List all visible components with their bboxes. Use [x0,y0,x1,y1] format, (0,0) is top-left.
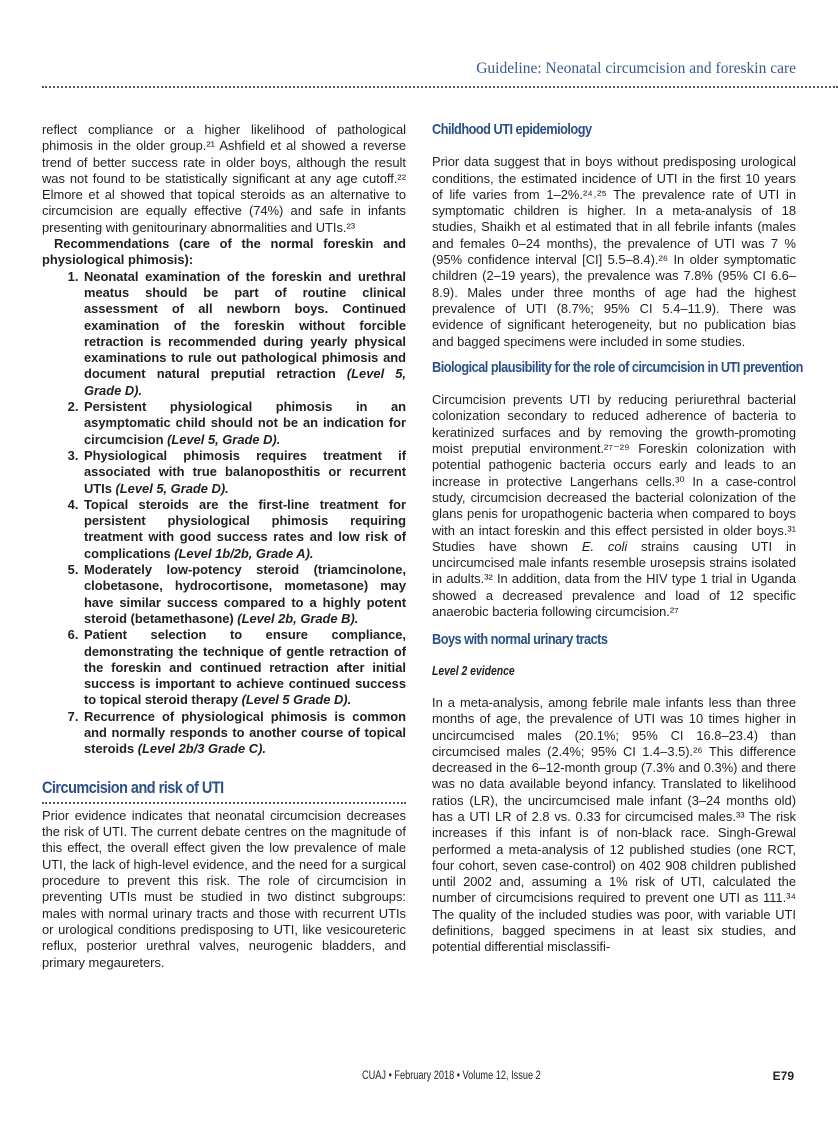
text: strains causing UTI in uncircumcised male infants resemble urosepsis strains isolated in adults.³² In addition, data from the HIV type 1 trial in Uganda showed a decreased prevalence and load of 12 specific anaerobic bacteria following circumcision.²⁷ [432,538,796,620]
list-item [82,627,406,708]
list-item [82,709,406,758]
list-item [82,269,406,399]
recommendation-text: Neonatal examination of the foreskin and urethral meatus should be part of routine clinical assessment of all newborn boys. Continued examination of the foreskin without forcible retraction is recommended during yearly physical examinations to rule out pathological phimosis and document natural preputial retraction [84,268,406,382]
footer-citation: CUAJ • February 2018 • Volume 12, Issue 2 [362,1070,541,1082]
running-header: Guideline: Neonatal circumcision and foreskin care [476,60,796,77]
right-column [432,121,803,956]
evidence-level: (Level 2b, Grade B). [237,610,359,626]
paragraph: In a meta-analysis, among febrile male infants less than three months of age, the prevalence of UTI was 10 times higher in uncircumcised males (20.1%; 95% CI 16.8–23.4) than circumcised males (2.4%; 95% CI 1.4–3.5).²⁶ This difference decreased in the 6–12-month group (7.3% and 0.3%) and there was no data available beyond infancy. Translated to likelihood ratios (LR), the uncircumcised male infant (3–24 months old) has a UTI LR of 2.8 vs. 0.33 for circumcised males.³³ The risk increases if this infant is of non-black race. Singh-Grewal performed a meta-analysis of 12 published studies (one RCT, four cohort, seven case-control) on 402 908 children published until 2002 and, assuming a 1% risk of UTI, calculated the number of circumcisions required to prevent one UTI as 111.³⁴ The quality of the included studies was poor, with variable UTI definitions, bagged specimens in at least six studies, and potential differential misclassifi- [432,694,796,955]
page-number: E79 [772,1069,794,1083]
section-heading: Biological plausibility for the role of circumcision in UTI prevention [432,358,803,376]
paragraph [432,392,796,620]
section-heading: Circumcision and risk of UTI [42,777,224,797]
header-divider [42,86,838,88]
recommendation-text: Recurrence of physiological phimosis is common and normally responds to another course of topical steroids [84,708,406,757]
section-heading: Childhood UTI epidemiology [432,121,592,138]
recommendation-text: Patient selection to ensure compliance, demonstrating the technique of gentle retraction of the foreskin and continued retraction after initial success is important to achieve continued success to topical steroid therapy [84,627,406,708]
recommendation-text: Moderately low-potency steroid (triamcinolone, clobetasone, hydrocortisone, mometasone) may have similar success compared to a highly potent steroid (betamethasone) [84,562,406,626]
intro-paragraph: reflect compliance or a higher likelihood of pathological phimosis in the older group.²¹ Ashfield et al showed a reverse trend of better success rate in older boys, although the result was not found to be statistically significant at any age cutoff.²² Elmore et al showed that topical steroids as an alternative to circumcision are equally effective (74%) and safe in infants presenting with genitourinary abnormalities and UTIs.²³ [42,122,406,235]
evidence-level: (Level 5, Grade D). [115,480,229,496]
evidence-level: (Level 1b/2b, Grade A). [174,545,314,561]
recommendation-text: Persistent physiological phimosis in an asymptomatic child should not be an indication for circumcision [84,399,406,447]
evidence-level: (Level 2b/3 Grade C). [137,741,266,757]
list-item [82,562,406,627]
section-paragraph: Prior evidence indicates that neonatal circumcision decreases the risk of UTI. The current debate centres on the magnitude of this effect, the overall effect given the low prevalence of male UTI, the lack of high-level evidence, and the need for a surgical procedure to prevent this risk. The role of circumcision in preventing UTIs must be studied in two distinct subgroups: males with normal urinary tracts and those with recurrent UTIs or urological conditions predisposing to UTI, like vesicoureteric reflux, posterior urethral valves, neurogenic bladders, and primary megaureters. [42,807,406,970]
left-column [42,122,406,971]
recommendation-text: Physiological phimosis requires treatment if associated with true balanoposthitis or recurrent UTIs [84,447,406,496]
section-divider [42,802,406,804]
paragraph: Prior data suggest that in boys without predisposing urological conditions, the estimated incidence of UTI in the first 10 years of life varies from 1–2%.²⁴˒²⁵ The prevalence rate of UTI in symptomatic children is higher. In a meta-analysis of 18 studies, Shaikh et al estimated that in all febrile infants (males and females 0–24 months), the prevalence of UTI was 7 % (95% confidence interval [CI] 5.5–8.4).²⁶ In older symptomatic children (2–19 years), the prevalence was 7.8% (95% CI 6.6–8.9). Males under three months of age had the highest prevalence of UTI (8.7%; 95% CI 5.4–11.9). There was evidence of significant heterogeneity, but no publication bias and bagged specimens were included in some studies. [432,154,796,349]
evidence-level: (Level 5, Grade D). [167,431,281,447]
list-item [82,497,406,562]
recommendation-text: Topical steroids are the first-line treatment for persistent physiological phimosis requiring treatment with good success rates and low risk of complications [84,496,406,561]
list-item [82,399,406,448]
evidence-level: (Level 5, Grade D). [84,366,407,398]
evidence-level: (Level 5 Grade D). [241,692,352,708]
subheading: Level 2 evidence [432,662,515,678]
species-name: E. coli [581,538,628,554]
section-heading: Boys with normal urinary tracts [432,631,608,649]
recommendations-list [42,269,406,758]
list-item [82,448,406,497]
text: Circumcision prevents UTI by reducing periurethral bacterial colonization secondary to reduced adherence of bacteria to keratinized surfaces and by removing the growth-promoting moist preputial environment.²⁷⁻²⁹ Foreskin colonization with potential pathogenic bacteria occurs early and leads to an increase in protective Langerhans cells.³⁰ In a case-control study, circumcision decreased the bacterial colonization of the glans penis for uropathogenic bacteria when compared to boys with an intact foreskin and this effect persisted in older boys.³¹ Studies have shown [432,392,796,554]
recommendations-heading: Recommendations (care of the normal foreskin and physiological phimosis): [42,236,406,268]
